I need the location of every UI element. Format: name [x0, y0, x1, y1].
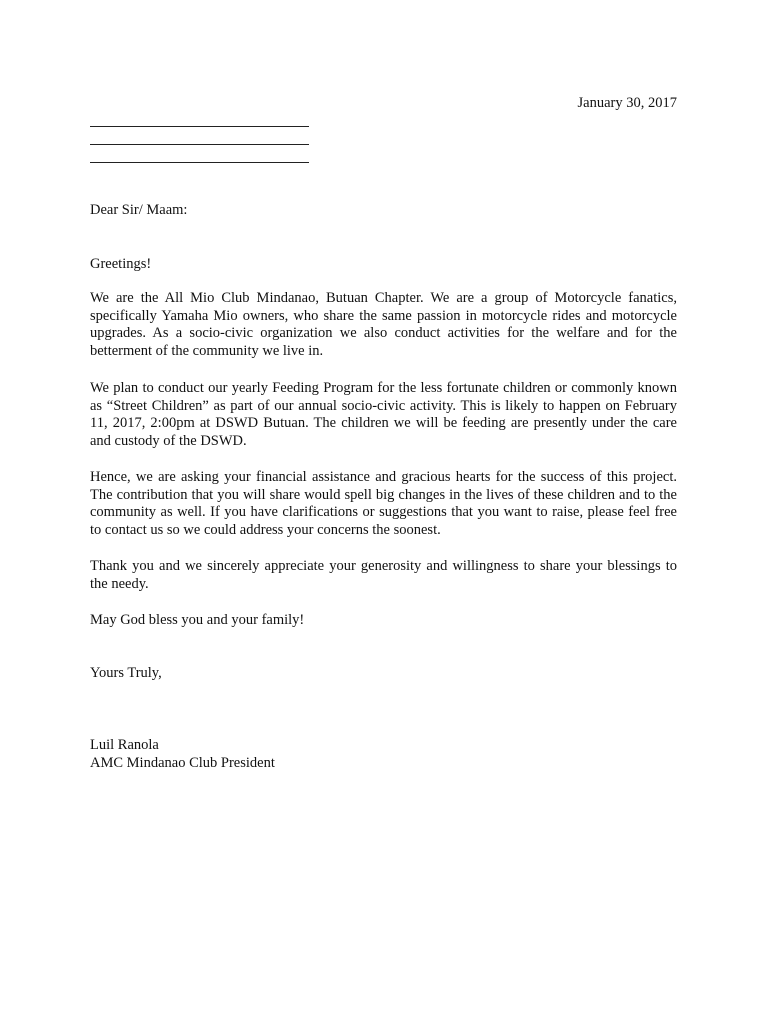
body-paragraph: Hence, we are asking your financial assistance and gracious hearts for the success of this project. The contribution that you will share would spell big changes in the lives of these children and to the community as well. If you have clarifications or suggestions that you want to raise, please feel free to contact us so we could address your concerns the soonest. [90, 469, 677, 538]
body-paragraph: We are the All Mio Club Mindanao, Butuan Chapter. We are a group of Motorcycle fanatics, specifically Yamaha Mio owners, who share the same passion in motorcycle rides and motorcycle upgrades. As a socio-civic organization we also conduct activities for the welfare and for the betterment of the community we live in. [90, 290, 677, 359]
greeting: Greetings! [90, 256, 152, 272]
recipient-blank-line-3 [90, 162, 309, 163]
closing-line: Yours Truly, [90, 665, 162, 681]
recipient-blank-line-1 [90, 126, 309, 127]
body-paragraph: We plan to conduct our yearly Feeding Program for the less fortunate children or commonly known as “Street Children” as part of our annual socio-civic activity. This is likely to happen on February 11, 2017, 2:00pm at DSWD Butuan. The children we will be feeding are presently under the care and custody of the DSWD. [90, 380, 677, 449]
salutation: Dear Sir/ Maam: [90, 202, 188, 218]
blessing-line: May God bless you and your family! [90, 612, 305, 628]
signature-block [90, 737, 677, 772]
signer-name: Luil Ranola [90, 737, 159, 753]
letter-date: January 30, 2017 [577, 95, 677, 111]
body-paragraph: Thank you and we sincerely appreciate your generosity and willingness to share your blessings to the needy. [90, 558, 677, 592]
signer-title: AMC Mindanao Club President [90, 754, 275, 771]
recipient-blank-line-2 [90, 144, 309, 145]
